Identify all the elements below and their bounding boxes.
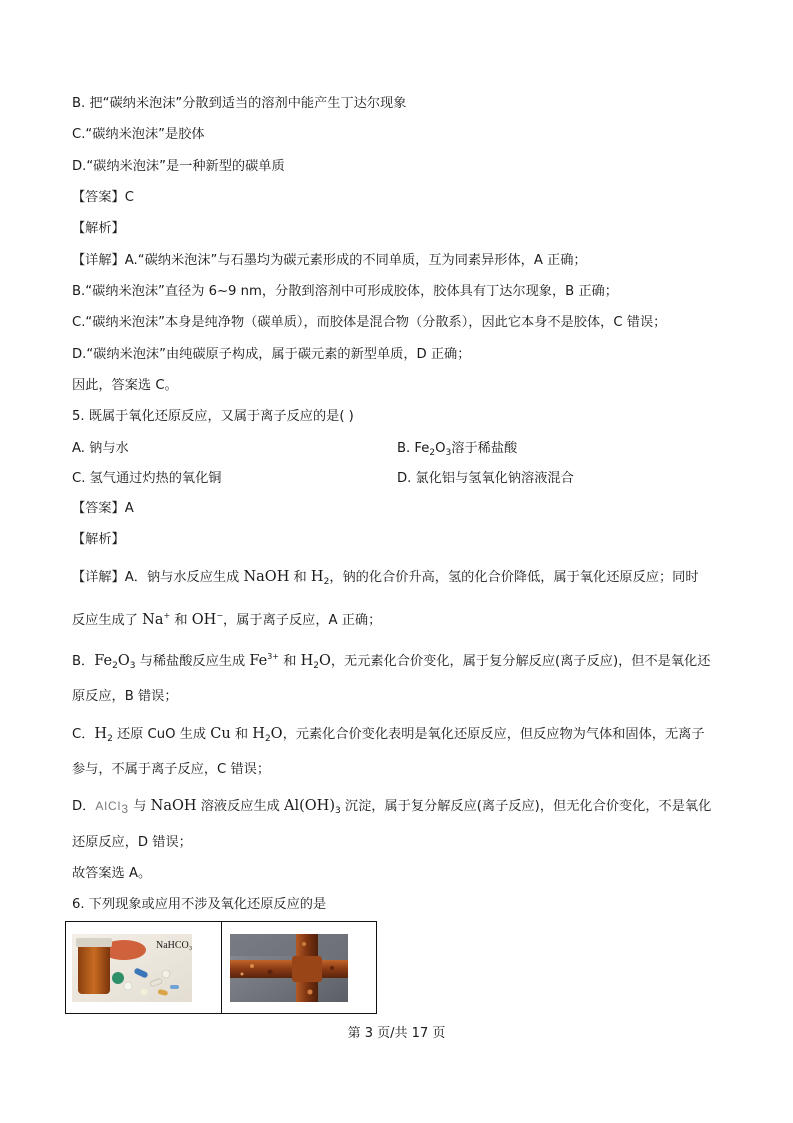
q4-option-d: D.“碳纳米泡沫”是一种新型的碳单质 [72, 159, 285, 174]
q4-detail-b: B.“碳纳米泡沫”直径为 6~9 nm，分散到溶剂中可形成胶体，胶体具有丁达尔现象，B 正确； [72, 284, 618, 299]
q5-analysis-label: 【解析】 [72, 532, 125, 547]
q5-detail-b-line1: B．$Fe_2O_3$ 与稀盐酸反应生成 $Fe^{3+}$ 和 $H_2O$，无元素化合价变化，属于复分解反应(离子反应)，但不是氧化还 [72, 652, 711, 671]
q6-figure-2 [221, 922, 377, 1013]
nahco3-label: NaHCO₃ [156, 940, 193, 951]
q4-analysis-label: 【解析】 [72, 221, 125, 236]
q5-detail-c-line1: C．$H_2$ 还原 CuO 生成 Cu 和 $H_2O$，元素化合价变化表明是氧化还原反应，但反应物为气体和固体，无离子 [72, 726, 705, 744]
q5-answer: 【答案】A [72, 501, 134, 516]
medicine-bottle-photo [66, 922, 221, 1013]
q6-figure-1 [66, 922, 221, 1013]
q4-option-b: B. 把“碳纳米泡沫”分散到适当的溶剂中能产生丁达尔现象 [72, 96, 407, 111]
q5-detail-d-line1: D．AlCl$_3$ 与 NaOH 溶液反应生成 $Al(OH)_3$ 沉淀，属于复分解反应(离子反应)，但无化合价变化，不是氧化 [72, 798, 712, 816]
q5-detail-a-line2: 反应生成了 Na+ 和 OH−，属于离子反应，A 正确； [72, 611, 382, 628]
q4-answer: 【答案】C [72, 190, 134, 205]
q5-option-b: B. $Fe_2O_3$溶于稀盐酸 [397, 441, 518, 458]
q6-stem: 6. 下列现象或应用不涉及氧化还原反应的是 [72, 897, 327, 912]
q5-option-a: A. 钠与水 [72, 441, 129, 456]
q4-option-c: C.“碳纳米泡沫”是胶体 [72, 127, 205, 142]
q5-detail-a-line1: 【详解】A．钠与水反应生成 NaOH 和 $H_2$，钠的化合价升高，氢的化合价降低，属于氧化还原反应；同时 [72, 569, 699, 587]
q4-detail-a: 【详解】A.“碳纳米泡沫”与石墨均为碳元素形成的不同单质，互为同素异形体，A 正确； [72, 253, 587, 268]
page-footer: 第 3 页/共 17 页 [347, 1026, 446, 1041]
q5-detail-b-line2: 原反应，B 错误； [72, 689, 178, 704]
q5-option-d: D. 氯化铝与氢氧化钠溶液混合 [397, 471, 574, 486]
q5-conclusion: 故答案选 A。 [72, 866, 152, 881]
q4-detail-d: D.“碳纳米泡沫”由纯碳原子构成，属于碳元素的新型单质，D 正确； [72, 347, 471, 362]
q4-detail-c: C.“碳纳米泡沫”本身是纯净物（碳单质），而胶体是混合物（分散系），因此它本身不是胶体，C 错误； [72, 315, 667, 330]
q5-stem: 5. 既属于氧化还原反应，又属于离子反应的是( ) [72, 409, 354, 424]
rusty-pipe-photo [222, 922, 377, 1013]
q4-conclusion: 因此，答案选 C。 [72, 378, 178, 393]
q5-detail-c-line2: 参与，不属于离子反应，C 错误； [72, 762, 271, 777]
q5-detail-d-line2: 还原反应，D 错误； [72, 835, 192, 850]
q6-figure-table [65, 921, 377, 1014]
q5-option-c: C. 氢气通过灼热的氧化铜 [72, 471, 222, 486]
